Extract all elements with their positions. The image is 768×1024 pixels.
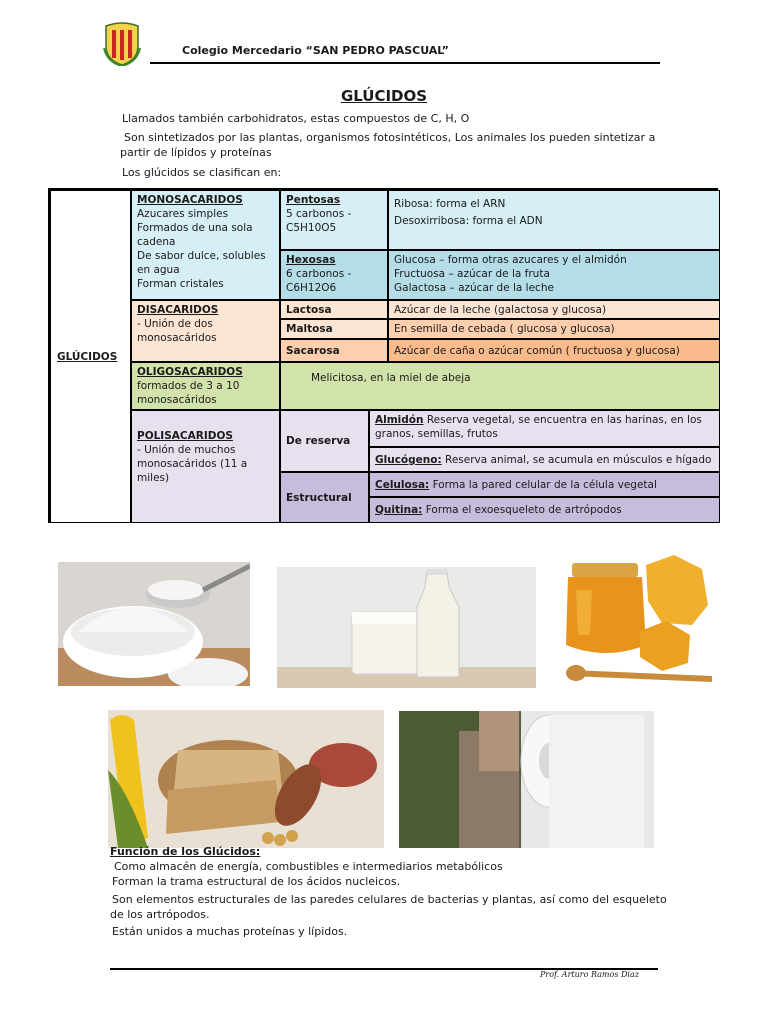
- oligo-desc: formados de 3 a 10 monosacáridos: [137, 380, 240, 406]
- wood-and-paper-photo: [399, 711, 654, 848]
- honey-photo: [562, 545, 714, 691]
- reserva-label: De reserva: [286, 435, 351, 447]
- oligo-name: OLIGOSACARIDOS: [137, 366, 243, 378]
- poli-name: POLISACARIDOS: [137, 430, 233, 442]
- celulosa-desc: Forma la pared celular de la célula vegetal: [429, 479, 657, 491]
- almidon-cell: [369, 410, 720, 447]
- mono-desc-3: De sabor dulce, solubles en agua: [137, 250, 266, 276]
- pentosas-item: Desoxirribosa: forma el ADN: [394, 215, 543, 227]
- lactosa-desc-cell: Azúcar de la leche (galactosa y glucosa): [388, 300, 720, 319]
- pentosas-formula: C5H10O5: [286, 222, 337, 234]
- quitina-cell: [369, 497, 720, 523]
- functions-line: de los artrópodos.: [110, 908, 210, 921]
- pentosas-name: Pentosas: [286, 194, 341, 206]
- glucogeno-cell: [369, 447, 720, 472]
- hexosas-name: Hexosas: [286, 254, 336, 266]
- root-label: GLÚCIDOS: [57, 350, 118, 363]
- sacarosa-desc-cell: Azúcar de caña o azúcar común ( fructuosa y glucosa): [388, 339, 720, 362]
- pentosas-carbons: 5 carbonos -: [286, 208, 352, 220]
- poli-cell: [131, 410, 280, 523]
- lactosa-name-cell: Lactosa: [280, 300, 388, 319]
- functions-line: Forman la trama estructural de los ácidos nucleicos.: [112, 875, 401, 888]
- reserva-label-cell: [280, 410, 369, 472]
- maltosa-name-cell: Maltosa: [280, 319, 388, 339]
- di-cell: [131, 300, 280, 362]
- sacarosa-name-cell: Sacarosa: [280, 339, 388, 362]
- di-name: DISACARIDOS: [137, 304, 219, 316]
- intro-line-1: Llamados también carbohidratos, estas compuestos de C, H, O: [122, 112, 470, 125]
- intro-line-2b: partir de lípidos y proteínas: [120, 146, 272, 159]
- pentosas-item: Ribosa: forma el ARN: [394, 198, 506, 210]
- footer-author: Prof. Arturo Ramos Diaz: [540, 970, 639, 979]
- functions-line: Están unidos a muchas proteínas y lípidos.: [112, 925, 348, 938]
- estructural-label-cell: [280, 472, 369, 523]
- di-desc: - Unión de dos monosacáridos: [137, 318, 217, 344]
- school-name: Colegio Mercedario “SAN PEDRO PASCUAL”: [182, 44, 449, 57]
- pentosas-cell: [280, 190, 388, 250]
- hexosas-item: Galactosa – azúcar de la leche: [394, 282, 554, 294]
- mono-desc-2: Formados de una sola cadena: [137, 222, 253, 248]
- almidon-desc: Reserva vegetal, se encuentra en las harinas, en los granos, semillas, frutos: [375, 414, 702, 440]
- mono-name: MONOSACARIDOS: [137, 194, 243, 206]
- root-cell: [50, 190, 131, 523]
- celulosa-name: Celulosa:: [375, 479, 430, 491]
- mono-desc-4: Forman cristales: [137, 278, 224, 290]
- quitina-desc: Forma el exoesqueleto de artrópodos: [422, 504, 622, 516]
- school-crest-logo: [103, 22, 141, 66]
- quitina-name: Quitina:: [375, 504, 423, 516]
- maltosa-desc-cell: En semilla de cebada ( glucosa y glucosa): [388, 319, 720, 339]
- almidon-name: Almidón: [375, 414, 424, 426]
- poli-desc: - Unión de muchos monosacáridos (11 a miles): [137, 444, 248, 484]
- functions-section: [110, 844, 670, 939]
- hexosas-item: Fructuosa – azúcar de la fruta: [394, 268, 550, 280]
- functions-title: Función de los Glúcidos:: [110, 845, 261, 858]
- hexosas-formula: C6H12O6: [286, 282, 337, 294]
- celulosa-cell: [369, 472, 720, 497]
- mono-desc-1: Azucares simples: [137, 208, 229, 220]
- functions-line: Son elementos estructurales de las paredes celulares de bacterias y plantas, así como del esqueleto: [112, 893, 667, 906]
- hexosas-item: Glucosa – forma otras azucares y el almidón: [394, 254, 627, 266]
- estructural-label: Estructural: [286, 491, 352, 504]
- glucogeno-name: Glucógeno:: [375, 454, 442, 466]
- hexosas-cell: [280, 250, 388, 300]
- intro-line-3: Los glúcidos se clasifican en:: [122, 166, 282, 179]
- glucogeno-desc: Reserva animal, se acumula en músculos e hígado: [441, 454, 712, 466]
- milk-photo: [277, 567, 536, 688]
- functions-line: Como almacén de energía, combustibles e intermediarios metabólicos: [114, 860, 503, 873]
- oligo-cell: [131, 362, 280, 410]
- classification-table: [48, 188, 718, 523]
- carbohydrate-foods-photo: [108, 710, 384, 848]
- page-title: GLÚCIDOS: [340, 87, 428, 105]
- intro-line-2a: Son sintetizados por las plantas, organismos fotosintéticos, Los animales los pueden sintetizar a: [124, 131, 656, 144]
- header-rule: [150, 62, 660, 64]
- hexosas-items-cell: [388, 250, 720, 300]
- hexosas-carbons: 6 carbonos -: [286, 268, 352, 280]
- pentosas-items-cell: [388, 190, 720, 250]
- sugar-bowl-photo: [58, 562, 250, 686]
- mono-cell: [131, 190, 280, 300]
- oligo-example-cell: Melicitosa, en la miel de abeja: [280, 362, 720, 410]
